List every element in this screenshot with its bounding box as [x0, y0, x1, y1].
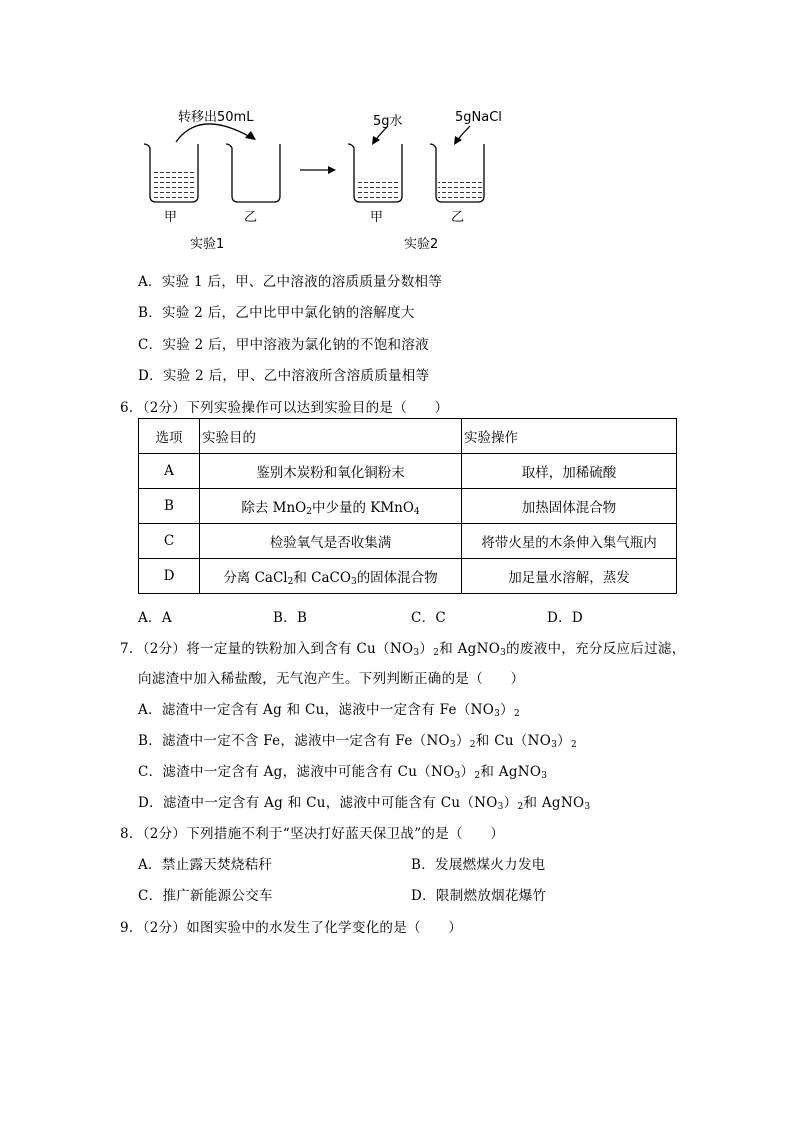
row-purpose: 检验氧气是否收集满 [200, 524, 462, 559]
header-purpose: 实验目的 [200, 419, 462, 454]
transfer-label: 转移出50mL [178, 110, 254, 125]
beaker1-label: 甲 [164, 210, 178, 225]
row-purpose: 除去 MnO$_2$中少量的 KMnO$_4$ [200, 489, 462, 524]
q8-option-b: B．发展燃煤火力发电 [411, 857, 546, 873]
q7-option-b: B．滤渣中一定不含 Fe，滤液中一定含有 $Fe(NO_3)_2$和 $Cu(NO_3)_2$ [138, 733, 577, 750]
exp2-caption: 实验2 [404, 237, 439, 252]
nacl-label: 5gNaCl [455, 110, 502, 125]
transfer-arrow [176, 124, 252, 142]
beaker-1 [144, 144, 198, 202]
row-operation: 将带火星的木条伸入集气瓶内 [462, 524, 677, 559]
row-operation: 加热固体混合物 [462, 489, 677, 524]
q6-stem: 6．（2分）下列实验操作可以达到实验目的是（ ） [120, 400, 449, 416]
table-row [139, 454, 677, 489]
header-option: 选项 [139, 419, 200, 454]
q6-table [138, 418, 677, 594]
q5-option-b: B．实验 2 后，乙中比甲中氯化钠的溶解度大 [138, 305, 415, 321]
water-label: 5g水 [373, 114, 403, 129]
q6-answer-b: B．B [273, 610, 308, 626]
header-operation: 实验操作 [462, 419, 677, 454]
beaker-3 [348, 144, 402, 202]
q7-option-c: C．滤渣中一定含有 Ag，滤液中可能含有 $Cu(NO_3)_2$和 AgNO$_3$ [138, 764, 548, 781]
row-operation: 加足量水溶解，蒸发 [462, 559, 677, 594]
q8-option-d: D．限制燃放烟花爆竹 [411, 888, 547, 904]
q7-stem-line1: 7．（2分）将一定量的铁粉加入到含有 $Cu(NO_3)_2$和 AgNO$_3$的废液中，充分反应后过滤， [120, 641, 686, 658]
table-header-row [139, 419, 677, 454]
beaker4-label: 乙 [451, 210, 465, 225]
q6-answer-a: A．A [138, 610, 172, 626]
exp1-caption: 实验1 [190, 237, 225, 252]
q7-option-a: A．滤渣中一定含有 Ag 和 Cu，滤液中一定含有 $Fe(NO_3)_2$ [138, 702, 521, 719]
row-operation: 取样，加稀硫酸 [462, 454, 677, 489]
row-key: C [139, 524, 200, 559]
beaker-4 [430, 144, 484, 202]
q5-option-d: D．实验 2 后，甲、乙中溶液所含溶质质量相等 [138, 368, 430, 384]
table-row [139, 489, 677, 524]
q8-option-c: C．推广新能源公交车 [138, 888, 273, 904]
table-row [139, 524, 677, 559]
row-purpose: 鉴别木炭粉和氧化铜粉末 [200, 454, 462, 489]
q8-stem: 8．（2分）下列措施不利于“坚决打好蓝天保卫战”的是（ ） [120, 826, 505, 842]
row-key: A [139, 454, 200, 489]
q7-stem-line2: 向滤渣中加入稀盐酸，无气泡产生。下列判断正确的是（ ） [138, 671, 525, 687]
q8-option-a: A．禁止露天焚烧秸秆 [138, 857, 273, 873]
row-key: D [139, 559, 200, 594]
q6-answer-d: D．D [547, 610, 584, 626]
row-purpose: 分离 CaCl$_2$和 CaCO$_3$的固体混合物 [200, 559, 462, 594]
beaker-2 [226, 144, 280, 202]
table-row [139, 559, 677, 594]
beaker3-label: 甲 [370, 210, 384, 225]
q9-stem: 9．（2分）如图实验中的水发生了化学变化的是（ ） [120, 920, 463, 936]
q5-option-a: A．实验 1 后，甲、乙中溶液的溶质质量分数相等 [138, 274, 443, 290]
q6-answer-c: C．C [411, 610, 447, 626]
q7-option-d: D．滤渣中一定含有 Ag 和 Cu，滤液中可能含有 $Cu(NO_3)_2$和 AgNO$_3$ [138, 795, 591, 812]
row-key: B [139, 489, 200, 524]
beaker2-label: 乙 [244, 210, 258, 225]
q5-option-c: C．实验 2 后，甲中溶液为氯化钠的不饱和溶液 [138, 337, 429, 353]
